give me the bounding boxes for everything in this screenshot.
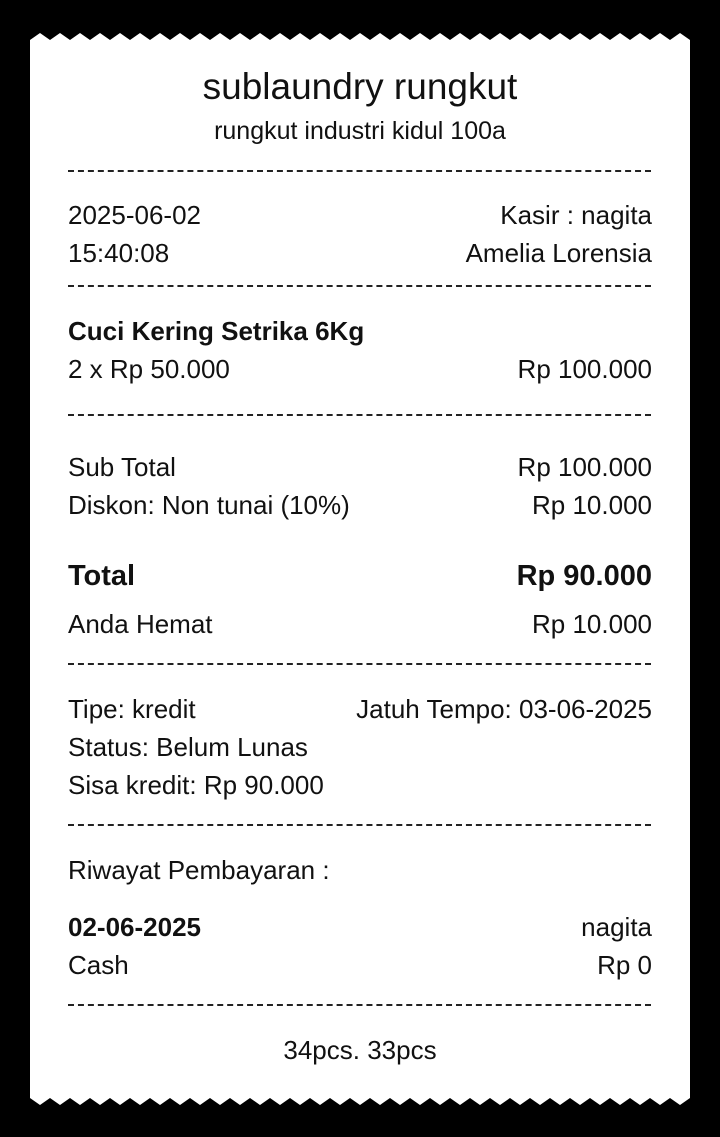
item-qty-price: 2 x Rp 50.000 xyxy=(68,354,230,384)
item-name: Cuci Kering Setrika 6Kg xyxy=(68,316,365,346)
discount-label: Diskon: Non tunai (10%) xyxy=(68,490,350,520)
payment-type: Tipe: kredit xyxy=(68,694,196,724)
payment-history-title: Riwayat Pembayaran : xyxy=(68,855,330,885)
subtotal-value: Rp 100.000 xyxy=(517,452,652,482)
divider xyxy=(68,285,651,287)
discount-value: Rp 10.000 xyxy=(532,490,652,520)
remaining-credit: Sisa kredit: Rp 90.000 xyxy=(68,770,324,800)
store-address: rungkut industri kidul 100a xyxy=(214,117,506,145)
transaction-date: 2025-06-02 xyxy=(68,200,201,230)
history-cashier: nagita xyxy=(581,912,652,942)
transaction-time: 15:40:08 xyxy=(68,238,170,268)
saved-value: Rp 10.000 xyxy=(532,609,652,639)
saved-label: Anda Hemat xyxy=(68,609,213,639)
receipt xyxy=(30,32,690,1106)
divider xyxy=(68,170,651,172)
history-amount: Rp 0 xyxy=(597,950,652,980)
divider xyxy=(68,663,651,665)
due-date: Jatuh Tempo: 03-06-2025 xyxy=(356,694,652,724)
divider xyxy=(68,414,651,416)
total-value: Rp 90.000 xyxy=(516,560,652,592)
customer-name: Amelia Lorensia xyxy=(465,238,652,268)
payment-status: Status: Belum Lunas xyxy=(68,732,308,762)
cashier-name: Kasir : nagita xyxy=(500,200,652,230)
history-method: Cash xyxy=(68,950,129,980)
total-label: Total xyxy=(68,560,136,592)
history-date: 02-06-2025 xyxy=(68,912,201,942)
store-name: sublaundry rungkut xyxy=(202,66,518,107)
subtotal-label: Sub Total xyxy=(68,452,176,482)
divider xyxy=(68,824,651,826)
divider xyxy=(68,1004,651,1006)
footer-note: 34pcs. 33pcs xyxy=(283,1035,437,1065)
item-amount: Rp 100.000 xyxy=(517,354,652,384)
